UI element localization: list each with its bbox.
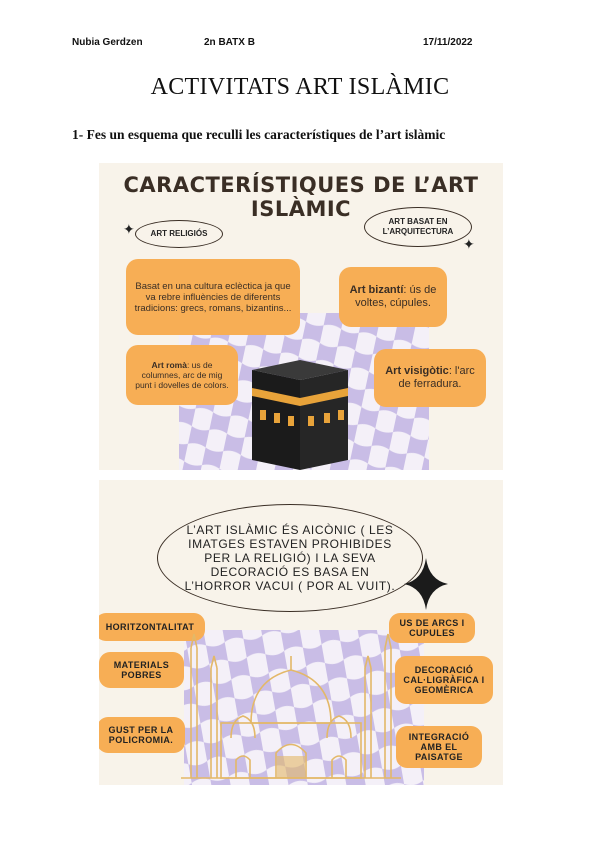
infographic-title-line2: ISLÀMIC xyxy=(250,197,352,221)
document-title: ACTIVITATS ART ISLÀMIC xyxy=(150,74,450,100)
date-label: 17/11/2022 xyxy=(423,37,473,48)
box-byzantine-text xyxy=(347,284,439,310)
tag-horizontality: HORITZONTALITAT xyxy=(99,613,205,641)
tag-architecture-art: ART BASAT EN L’ARQUITECTURA xyxy=(364,207,472,247)
characteristics-infographic xyxy=(99,163,503,470)
mosque-illustration xyxy=(181,628,401,785)
byzantine-label: Art bizantí xyxy=(349,284,404,296)
tag-arches-domes: US DE ARCS I CUPULES xyxy=(389,613,475,643)
box-eclectic-text: Basat en una cultura eclèctica ja que va rebre influències de diferents tradicions: grecs, romans, bizantins... xyxy=(134,280,292,314)
roman-label: Art romà xyxy=(151,360,187,370)
infographic-title-line1: CARACTERÍSTIQUES DE L’ART xyxy=(123,173,479,197)
tag-landscape-integration: INTEGRACIÓ AMB EL PAISATGE xyxy=(396,726,482,768)
four-point-star-icon xyxy=(404,558,448,610)
features-infographic xyxy=(99,480,503,785)
box-eclectic-culture xyxy=(126,259,300,335)
tag-religious-art: ART RELIGIÓS xyxy=(135,220,223,248)
sparkle-icon: ✦ xyxy=(463,236,475,252)
byzantine-desc: : ús de voltes, cúpules. xyxy=(355,284,437,309)
visigothic-desc: : l'arc de ferradura. xyxy=(398,365,475,390)
student-name: Nubia Gerdzen xyxy=(72,37,143,48)
box-roman-text xyxy=(134,360,230,390)
kaaba-illustration xyxy=(234,356,366,470)
sparkle-icon: ✦ xyxy=(123,221,135,237)
box-visigothic-text xyxy=(382,365,478,391)
question-1: 1- Fes un esquema que reculli les característiques de l’art islàmic xyxy=(72,127,446,142)
class-label: 2n BATX B xyxy=(204,37,255,48)
aniconic-oval xyxy=(157,504,423,612)
box-visigothic-art xyxy=(374,349,486,407)
box-roman-art xyxy=(126,345,238,405)
tag-polychromy: GUST PER LA POLICROMIA. xyxy=(99,717,185,753)
roman-desc: : us de columnes, arc de mig punt i dovelles de colors. xyxy=(135,360,229,390)
tag-poor-materials: MATERIALS POBRES xyxy=(99,652,184,688)
box-byzantine-art xyxy=(339,267,447,327)
aniconic-text: L’ART ISLÀMIC ÉS AICÒNIC ( LES IMATGES ESTAVEN PROHIBIDES PER LA RELIGIÓ) I LA SEVA DECORACIÓ ES BASA EN L’HORROR VACUI ( POR AL VUIT). xyxy=(184,523,396,593)
visigothic-label: Art visigòtic xyxy=(385,365,449,377)
tag-calligraphic-decoration: DECORACIÓ CAL·LIGRÀFICA I GEOMÈRICA xyxy=(395,656,493,704)
